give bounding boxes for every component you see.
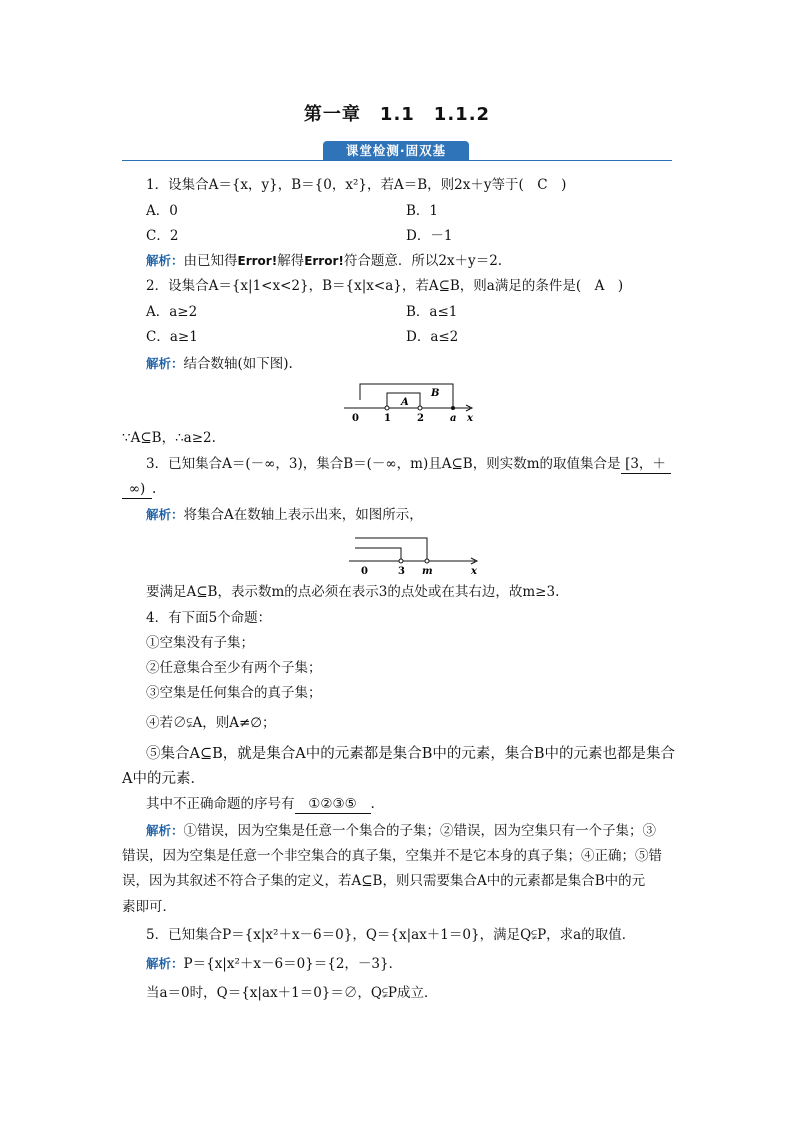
q2-tick-0: 0 <box>352 413 359 424</box>
q3-tick-x: x <box>471 566 477 577</box>
q1-solution-text-a: 由已知得 <box>183 253 238 269</box>
q3-stem-text: 3．已知集合A＝(－∞，3)，集合B＝(－∞，m)且A⊆B，则实数m的取值集合是 <box>146 456 621 472</box>
q1-option-d: D．－1 <box>406 228 453 244</box>
q4-solution-text-1: ①错误，因为空集是任意一个集合的子集；②错误，因为空集只有一个子集；③ <box>183 823 657 839</box>
q2-set-a-label: A <box>401 397 409 408</box>
q4-solution-line-3: 误，因为其叙述不符合子集的定义，若A⊆B，则只需要集合A中的元素都是集合B中的元 <box>122 873 646 889</box>
q3-stem-continued <box>122 480 156 499</box>
q3-conclusion: 要满足A⊆B，表示数m的点必须在表示3的点处或在其右边，故m≥3. <box>146 584 560 600</box>
q1-error-2: Error! <box>304 254 344 268</box>
q1-solution <box>146 252 502 270</box>
q5-case: 当a＝0时，Q＝{x|ax＋1＝0}＝∅，Q⫋P成立． <box>146 985 438 1001</box>
q3-point-m <box>425 559 429 563</box>
q3-tick-3: 3 <box>398 566 405 577</box>
header-divider <box>122 160 672 161</box>
q4-item-5-continued: A中的元素． <box>122 771 205 787</box>
q4-ask: 其中不正确命题的序号有 ①②③⑤ . <box>146 796 375 812</box>
q1-error-1: Error! <box>237 254 278 268</box>
q3-point-3 <box>399 559 403 563</box>
q2-tick-2: 2 <box>417 413 424 424</box>
q4-answer-blank: ①②③⑤ <box>295 795 371 814</box>
q1-stem: 1．设集合A＝{x，y}，B＝{0，x²}，若A＝B，则2x＋y等于( C ) <box>146 177 567 193</box>
q5-solution <box>146 955 402 973</box>
q3-set-a-bracket <box>355 548 401 561</box>
q2-point-1 <box>385 406 389 410</box>
q1-option-b: B．1 <box>406 203 439 219</box>
q1-solution-text-b: 解得 <box>277 253 305 269</box>
section-banner: 课堂检测·固双基 <box>323 141 469 160</box>
q3-number-line-figure <box>345 531 485 579</box>
q4-solution-line-4: 素即可． <box>122 899 176 915</box>
q4-item-4: ④若∅⫋A，则A≠∅； <box>146 715 276 731</box>
q4-item-3: ③空集是任何集合的真子集； <box>146 685 322 701</box>
q2-tick-x: x <box>467 413 473 424</box>
q5-stem: 5．已知集合P＝{x|x²＋x－6＝0}，Q＝{x|ax＋1＝0}，满足Q⫋P，求a的取值． <box>146 927 636 943</box>
q3-tick-m: m <box>422 566 433 577</box>
page-title: 第一章 1.1 1.1.2 <box>303 104 491 125</box>
q3-set-b-bracket <box>355 538 427 561</box>
q2-solution <box>146 355 293 373</box>
q4-ask-text: 其中不正确命题的序号有 <box>146 796 295 812</box>
q3-answer-blank-2: ∞) <box>122 480 152 499</box>
q2-solution-text: 结合数轴(如下图). <box>183 356 293 372</box>
q4-solution-line-2: 错误，因为空集是任意一个非空集合的真子集，空集并不是它本身的真子集；④正确；⑤错 <box>122 848 662 864</box>
q4-stem: 4．有下面5个命题： <box>146 610 272 626</box>
q4-item-5: ⑤集合A⊆B，就是集合A中的元素都是集合B中的元素，集合B中的元素也都是集合 <box>146 746 676 762</box>
q2-tick-1: 1 <box>384 413 391 424</box>
q3-solution <box>146 506 423 524</box>
q2-conclusion: ∵A⊆B，∴a≥2. <box>122 430 216 446</box>
q2-option-a: A．a≥2 <box>146 304 198 320</box>
solution-label: 解析： <box>146 956 184 971</box>
solution-label: 解析： <box>146 823 184 838</box>
q4-item-1: ①空集没有子集； <box>146 635 254 651</box>
q2-tick-a: a <box>450 413 457 424</box>
q2-stem: 2．设集合A＝{x|1<x<2}，B＝{x|x<a}，若A⊆B，则a满足的条件是( A ) <box>146 278 624 294</box>
q1-option-a: A．0 <box>146 203 178 219</box>
q1-solution-text-c: 符合题意．所以2x＋y＝2. <box>343 253 503 269</box>
solution-label: 解析： <box>146 253 184 268</box>
q1-option-c: C．2 <box>146 228 179 244</box>
solution-label: 解析： <box>146 356 184 371</box>
q3-end-dot: . <box>152 481 157 497</box>
q4-solution-line-1 <box>146 822 656 840</box>
q2-set-b-label: B <box>431 388 440 399</box>
q2-option-d: D．a≤2 <box>406 329 459 345</box>
q2-point-a <box>451 406 455 410</box>
q2-number-line-figure <box>340 376 480 424</box>
q3-tick-0: 0 <box>361 566 368 577</box>
q3-solution-text: 将集合A在数轴上表示出来，如图所示， <box>183 507 423 523</box>
q3-stem <box>146 455 671 474</box>
q3-answer-blank-1: [3，＋ <box>621 455 671 474</box>
q2-option-c: C．a≥1 <box>146 329 198 345</box>
q4-item-2: ②任意集合至少有两个子集； <box>146 660 322 676</box>
q5-solution-text: P＝{x|x²＋x－6＝0}＝{2，－3}． <box>183 956 403 972</box>
solution-label: 解析： <box>146 507 184 522</box>
q2-point-2 <box>418 406 422 410</box>
q2-option-b: B．a≤1 <box>406 304 458 320</box>
